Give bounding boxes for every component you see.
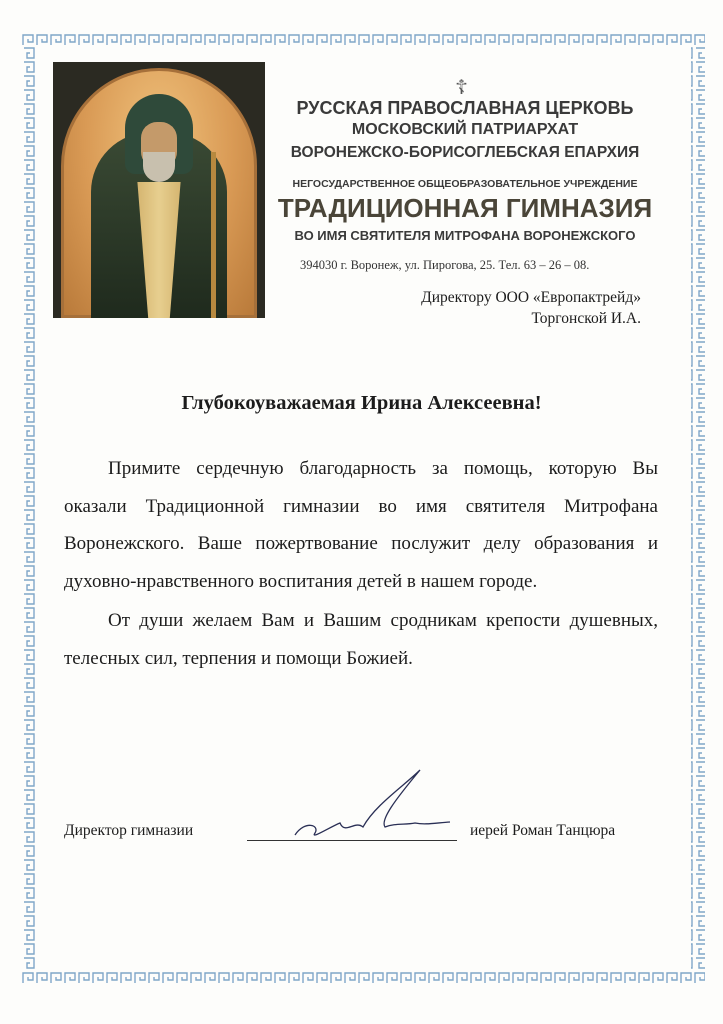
paragraph-wishes: От души желаем Вам и Вашим сродникам крепости душевных, телесных сил, терпения и помощи Божией. xyxy=(64,610,658,669)
institution-type: НЕГОСУДАРСТВЕННОЕ ОБЩЕОБРАЗОВАТЕЛЬНОЕ УЧРЕЖДЕНИЕ xyxy=(292,178,638,190)
eparchy-name: ВОРОНЕЖСКО-БОРИСОГЛЕБСКАЯ ЕПАРХИЯ xyxy=(290,144,640,161)
saint-icon-image xyxy=(53,62,265,318)
handwritten-signature xyxy=(285,765,455,845)
letter-body xyxy=(64,450,658,677)
gymnasium-name: ТРАДИЦИОННАЯ ГИМНАЗИЯ xyxy=(277,193,653,223)
recipient-position: Директору ООО «Европактрейд» xyxy=(421,289,641,306)
signatory-name: иерей Роман Танцюра xyxy=(470,822,616,839)
paragraph-thanks: Примите сердечную благодарность за помощь, которую Вы оказали Традиционной гимназии во имя святителя Митрофана Воронежского. Ваше пожертвование послужит делу образования и духовно-нравственного воспитания детей в нашем городе. xyxy=(64,458,658,592)
address: 394030 г. Воронеж, ул. Пирогова, 25. Тел. 63 – 26 – 08. xyxy=(300,258,590,272)
orthodox-cross-icon: ☦ xyxy=(455,77,468,99)
recipient-name: Торгонской И.А. xyxy=(531,310,641,327)
gymnasium-dedication: ВО ИМЯ СВЯТИТЕЛЯ МИТРОФАНА ВОРОНЕЖСКОГО xyxy=(294,228,636,243)
church-name: РУССКАЯ ПРАВОСЛАВНАЯ ЦЕРКОВЬ xyxy=(296,98,634,118)
patriarchate-name: МОСКОВСКИЙ ПАТРИАРХАТ xyxy=(351,121,579,138)
signatory-title: Директор гимназии xyxy=(64,822,194,839)
greeting: Глубокоуважаемая Ирина Алексеевна! xyxy=(181,392,542,414)
